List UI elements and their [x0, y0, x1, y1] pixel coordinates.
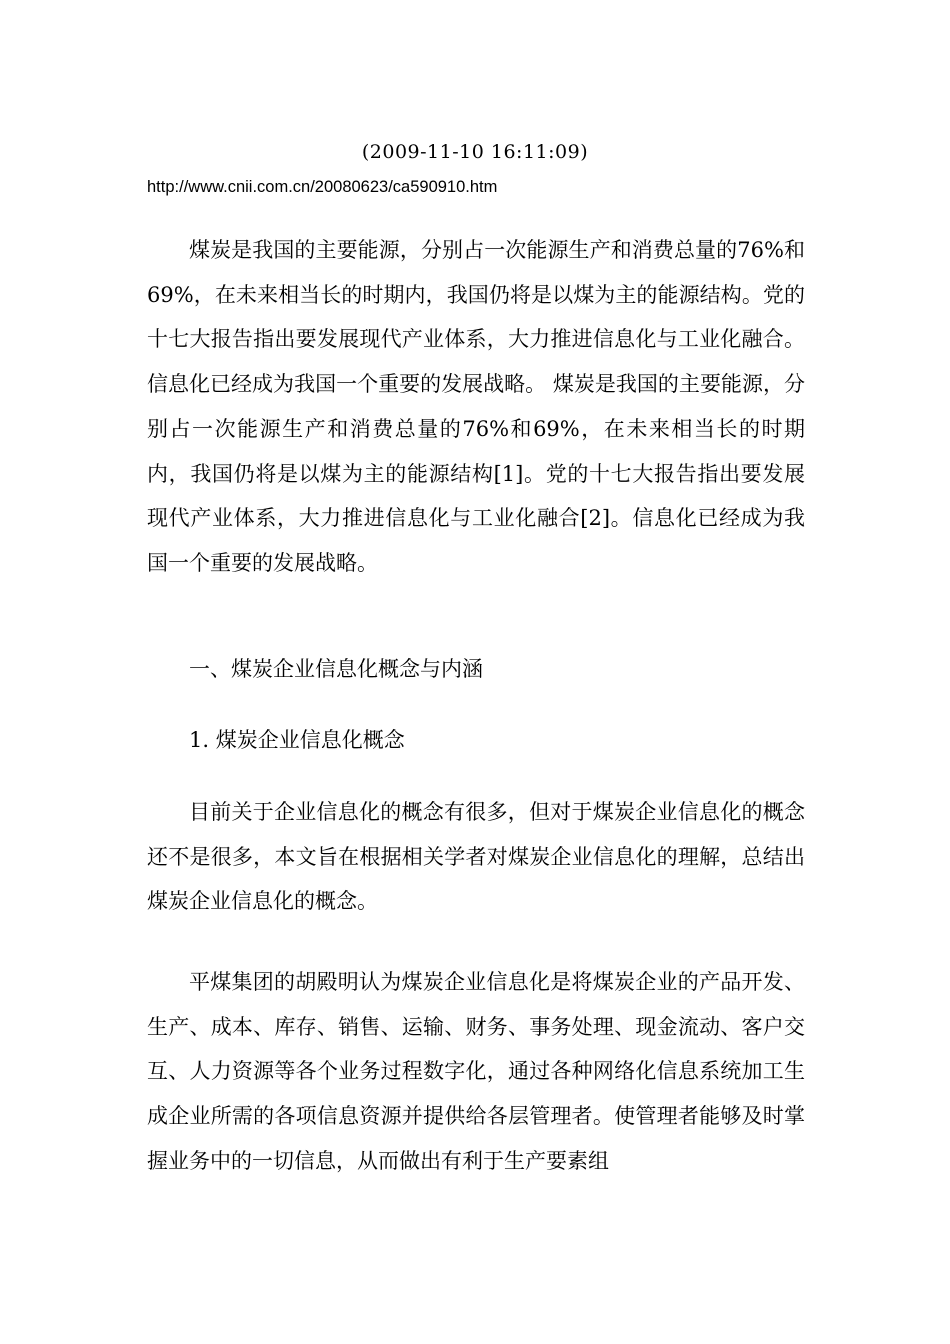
section-heading: 一、煤炭企业信息化概念与内涵 — [189, 657, 483, 681]
timestamp: (2009-11-10 16:11:09) — [361, 141, 589, 163]
paragraph-definition: 平煤集团的胡殿明认为煤炭企业信息化是将煤炭企业的产品开发、生产、成本、库存、销售、运输、财务、事务处理、现金流动、客户交互、人力资源等各个业务过程数字化，通过各种网络化信息系统加工生成企业所需的各项信息资源并提供给各层管理者。使管理者能够及时掌握业务中的一切信息，从而做出有利于生产要素组 — [147, 970, 805, 1173]
subsection-heading: 1. 煤炭企业信息化概念 — [189, 728, 405, 752]
source-url: http://www.cnii.com.cn/20080623/ca590910.htm — [147, 178, 498, 196]
paragraph-concept: 目前关于企业信息化的概念有很多，但对于煤炭企业信息化的概念还不是很多，本文旨在根据相关学者对煤炭企业信息化的理解，总结出煤炭企业信息化的概念。 — [147, 800, 805, 914]
paragraph-intro: 煤炭是我国的主要能源，分别占一次能源生产和消费总量的76%和69%，在未来相当长的时期内，我国仍将是以煤为主的能源结构。党的十七大报告指出要发展现代产业体系，大力推进信息化与工业化融合。信息化已经成为我国一个重要的发展战略。 煤炭是我国的主要能源，分别占一次能源生产和消费总量的76%和69%，在未来相当长的时期内，我国仍将是以煤为主的能源结构[1]。党的十七大报告指出要发展现代产业体系，大力推进信息化与工业化融合[2]。信息化已经成为我国一个重要的发展战略。 — [147, 238, 805, 575]
